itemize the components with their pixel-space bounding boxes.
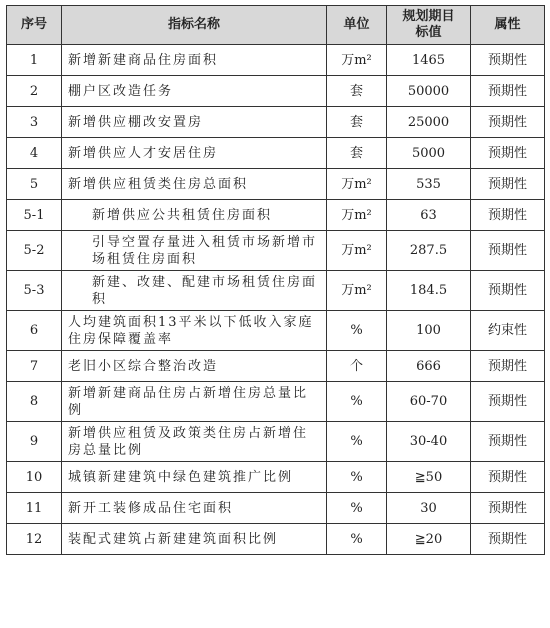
cell-attr: 预期性 (471, 493, 545, 524)
cell-target: 25000 (387, 107, 471, 138)
cell-attr: 预期性 (471, 231, 545, 271)
table-row (7, 169, 545, 200)
cell-name: 新开工装修成品住宅面积 (62, 493, 327, 524)
cell-unit: % (327, 311, 387, 351)
table-row (7, 493, 545, 524)
header-target-line2: 标值 (415, 25, 442, 40)
cell-name: 新增供应租赁及政策类住房占新增住房总量比例 (62, 422, 327, 462)
cell-unit: % (327, 524, 387, 555)
cell-unit: 万m² (327, 200, 387, 231)
cell-target: 100 (387, 311, 471, 351)
header-attr: 属性 (471, 6, 545, 45)
cell-no: 8 (7, 382, 62, 422)
cell-no: 5-3 (7, 271, 62, 311)
cell-target: 30 (387, 493, 471, 524)
cell-no: 12 (7, 524, 62, 555)
cell-name: 老旧小区综合整治改造 (62, 351, 327, 382)
cell-target: ≧20 (387, 524, 471, 555)
cell-target: 30-40 (387, 422, 471, 462)
cell-attr: 预期性 (471, 200, 545, 231)
cell-target: 287.5 (387, 231, 471, 271)
cell-name: 新增供应公共租赁住房面积 (62, 200, 327, 231)
cell-target: 184.5 (387, 271, 471, 311)
header-name: 指标名称 (62, 6, 327, 45)
cell-attr: 预期性 (471, 138, 545, 169)
cell-no: 4 (7, 138, 62, 169)
cell-attr: 预期性 (471, 524, 545, 555)
table-row (7, 231, 545, 271)
cell-unit: % (327, 422, 387, 462)
table-row (7, 311, 545, 351)
cell-unit: 套 (327, 138, 387, 169)
cell-name: 新增新建商品住房面积 (62, 45, 327, 76)
cell-no: 1 (7, 45, 62, 76)
table-row (7, 351, 545, 382)
cell-no: 7 (7, 351, 62, 382)
cell-name: 人均建筑面积13平米以下低收入家庭住房保障覆盖率 (62, 311, 327, 351)
cell-target: 63 (387, 200, 471, 231)
cell-attr: 预期性 (471, 271, 545, 311)
cell-attr: 约束性 (471, 311, 545, 351)
cell-unit: 万m² (327, 231, 387, 271)
cell-name: 棚户区改造任务 (62, 76, 327, 107)
table-row (7, 200, 545, 231)
cell-no: 5-2 (7, 231, 62, 271)
cell-no: 11 (7, 493, 62, 524)
cell-target: 50000 (387, 76, 471, 107)
cell-name: 引导空置存量进入租赁市场新增市场租赁住房面积 (62, 231, 327, 271)
cell-target: 5000 (387, 138, 471, 169)
table-row (7, 107, 545, 138)
indicator-table-container (6, 5, 545, 555)
cell-name: 新增供应人才安居住房 (62, 138, 327, 169)
header-target (387, 6, 471, 45)
table-row (7, 462, 545, 493)
cell-target: 666 (387, 351, 471, 382)
cell-target: ≧50 (387, 462, 471, 493)
cell-attr: 预期性 (471, 169, 545, 200)
table-row (7, 382, 545, 422)
header-target-line1: 规划期目 (402, 9, 455, 24)
cell-unit: 万m² (327, 169, 387, 200)
cell-name: 装配式建筑占新建建筑面积比例 (62, 524, 327, 555)
table-row (7, 76, 545, 107)
indicator-table (6, 5, 545, 555)
table-row (7, 138, 545, 169)
table-row (7, 422, 545, 462)
header-unit: 单位 (327, 6, 387, 45)
cell-attr: 预期性 (471, 422, 545, 462)
cell-unit: 套 (327, 107, 387, 138)
cell-attr: 预期性 (471, 382, 545, 422)
cell-attr: 预期性 (471, 351, 545, 382)
cell-unit: 套 (327, 76, 387, 107)
cell-name: 新增新建商品住房占新增住房总量比例 (62, 382, 327, 422)
cell-no: 2 (7, 76, 62, 107)
cell-target: 1465 (387, 45, 471, 76)
header-row (7, 6, 545, 45)
cell-attr: 预期性 (471, 76, 545, 107)
cell-attr: 预期性 (471, 45, 545, 76)
cell-unit: 万m² (327, 45, 387, 76)
cell-no: 3 (7, 107, 62, 138)
table-row (7, 271, 545, 311)
cell-name: 城镇新建建筑中绿色建筑推广比例 (62, 462, 327, 493)
cell-name: 新建、改建、配建市场租赁住房面积 (62, 271, 327, 311)
cell-attr: 预期性 (471, 462, 545, 493)
cell-no: 5-1 (7, 200, 62, 231)
table-row (7, 45, 545, 76)
cell-unit: % (327, 493, 387, 524)
table-row (7, 524, 545, 555)
cell-unit: % (327, 462, 387, 493)
cell-attr: 预期性 (471, 107, 545, 138)
cell-target: 60-70 (387, 382, 471, 422)
cell-name: 新增供应租赁类住房总面积 (62, 169, 327, 200)
cell-unit: % (327, 382, 387, 422)
cell-no: 10 (7, 462, 62, 493)
cell-target: 535 (387, 169, 471, 200)
cell-no: 9 (7, 422, 62, 462)
cell-name: 新增供应棚改安置房 (62, 107, 327, 138)
header-no: 序号 (7, 6, 62, 45)
cell-unit: 个 (327, 351, 387, 382)
cell-no: 5 (7, 169, 62, 200)
cell-unit: 万m² (327, 271, 387, 311)
cell-no: 6 (7, 311, 62, 351)
